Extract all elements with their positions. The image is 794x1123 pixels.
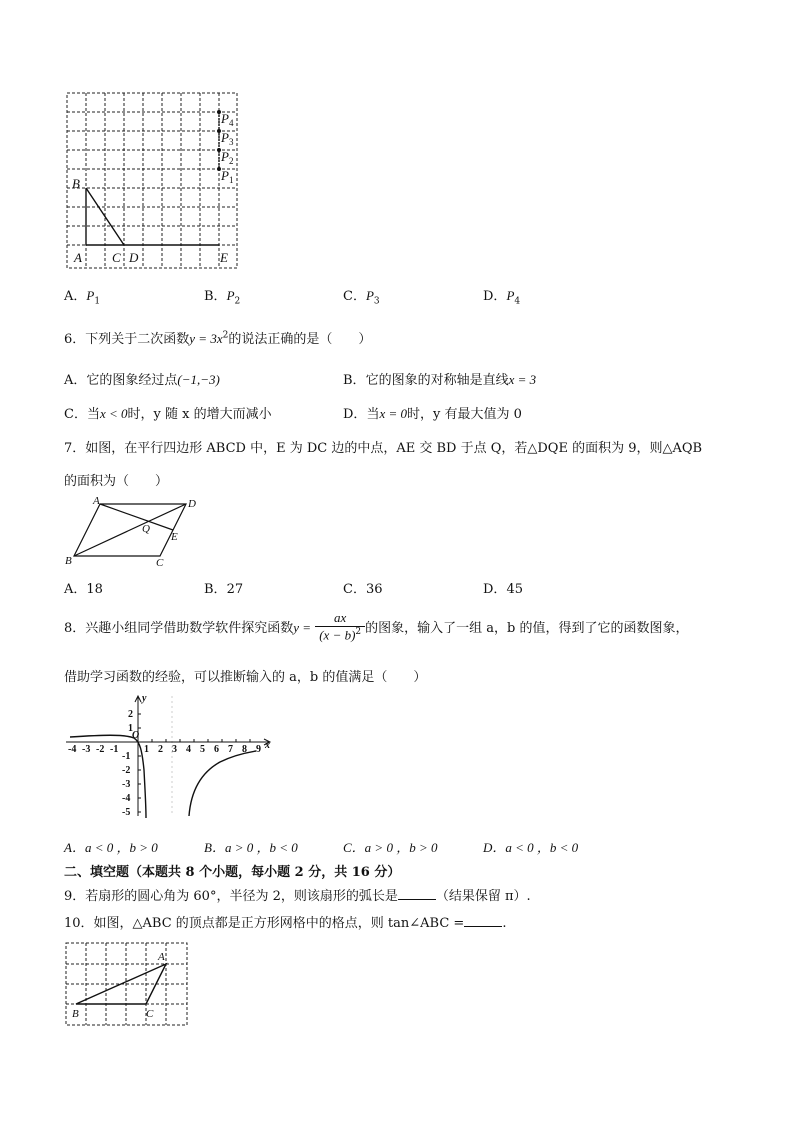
q8-stem: 8．兴趣小组同学借助数学软件探究函数y = $\frac{ax}{(x - b)^2}$ 的图象，输入了一组 a，b 的值，得到了它的函数图象，: [64, 610, 689, 643]
q5-grid: [67, 93, 237, 268]
q10-stem: 10．如图，△ABC 的顶点都是正方形网格中的格点，则 tan∠ABC = .: [64, 916, 507, 931]
label-p4: $P_4$: [221, 111, 234, 128]
label-a: A: [158, 951, 165, 963]
y-tick-label: -3: [122, 779, 131, 790]
label-c: C: [146, 1008, 154, 1020]
x-tick-label: 9: [256, 744, 261, 755]
y-tick-label: 2: [128, 709, 133, 720]
q10-answer-blank[interactable]: [464, 914, 502, 927]
x-tick-label: -3: [82, 744, 91, 755]
q7-option-a: A．18: [64, 582, 103, 597]
section-2-title: 二、填空题（本题共 8 个小题，每小题 2 分，共 16 分）: [64, 865, 401, 880]
label-d: D: [129, 250, 139, 265]
x-tick-label: -4: [68, 744, 77, 755]
q9-answer-blank[interactable]: [398, 887, 436, 900]
label-a: A: [93, 495, 100, 507]
y-tick-label: 1: [128, 723, 133, 734]
label-b: B: [72, 176, 80, 191]
q7-option-b: B．27: [204, 582, 244, 597]
y-tick-label: -2: [122, 765, 131, 776]
label-c: C: [156, 557, 164, 569]
q8-option-b: B．a > 0 ，b < 0: [204, 840, 298, 855]
q10-grid: [66, 943, 187, 1025]
q5-figure: [62, 90, 242, 270]
label-b: B: [65, 555, 72, 567]
q8-stem-line2: 借助学习函数的经验，可以推断输入的 a，b 的值满足（ ）: [64, 670, 427, 685]
origin-label: O: [132, 730, 140, 741]
x-tick-label: 6: [214, 744, 219, 755]
x-tick-label: 1: [144, 744, 149, 755]
q5-option-b: B．$P_2$: [204, 288, 241, 307]
q8-option-d: D．a < 0 ，b < 0: [483, 840, 579, 855]
x-tick-label: 4: [186, 744, 191, 755]
q7-figure: [62, 494, 212, 570]
q8-option-c: C．a > 0 ，b > 0: [343, 840, 438, 855]
q5-option-c: C．$P_3$: [343, 288, 380, 307]
q8-option-a: A．a < 0 ，b > 0: [64, 840, 158, 855]
label-e: E: [171, 531, 178, 543]
segment-bc: [86, 188, 124, 245]
q7-stem-line2: 的面积为（ ）: [64, 474, 169, 489]
q5-option-a: A．$P_1$: [64, 288, 101, 307]
label-b: B: [72, 1008, 79, 1020]
q8-graph: [62, 690, 282, 820]
q6-option-c: C．当x < 0时，y 随 x 的增大而减小: [64, 406, 272, 422]
q6-option-d: D．当x = 0时，y 有最大值为 0: [343, 406, 522, 422]
label-p3: $P_3$: [221, 130, 234, 147]
q6-option-a: A．它的图象经过点(−1,−3): [64, 372, 220, 388]
x-tick-label: -1: [110, 744, 119, 755]
tick-marks: [138, 714, 250, 812]
y-tick-label: -5: [122, 807, 131, 818]
q10-figure: [62, 940, 192, 1030]
diagonal-bd: [74, 504, 186, 556]
curve-right-branch: [189, 751, 256, 816]
x-tick-label: 2: [158, 744, 163, 755]
y-tick-label: -4: [122, 793, 131, 804]
q7-stem-line1: 7．如图，在平行四边形 ABCD 中，E 为 DC 边的中点，AE 交 BD 于点 Q，若△DQE 的面积为 9，则△AQB: [64, 441, 703, 456]
label-q: Q: [142, 523, 150, 535]
q6-stem: 6．下列关于二次函数$y = 3x^2$的说法正确的是（ ）: [64, 330, 372, 347]
label-a: A: [74, 250, 82, 265]
q6-option-b: B．它的图象的对称轴是直线x = 3: [343, 372, 537, 388]
q7-option-c: C．36: [343, 582, 383, 597]
q7-option-d: D．45: [483, 582, 523, 597]
label-c: C: [112, 250, 121, 265]
label-d: D: [188, 498, 196, 510]
x-tick-label: 5: [200, 744, 205, 755]
x-tick-label: 8: [242, 744, 247, 755]
x-tick-label: 3: [172, 744, 177, 755]
label-p2: $P_2$: [221, 149, 234, 166]
q8-fraction: $\frac{ax}{(x - b)^2}$: [315, 610, 365, 643]
x-label: x: [265, 740, 270, 751]
y-tick-label: -1: [122, 751, 131, 762]
q5-shapes: [86, 112, 219, 245]
y-label: y: [142, 693, 147, 704]
label-p1: $P_1$: [221, 168, 234, 185]
label-e: E: [220, 250, 228, 265]
q5-option-d: D．$P_4$: [483, 288, 521, 307]
x-tick-label: 7: [228, 744, 233, 755]
segment-ae: [100, 504, 173, 530]
q9-stem: 9．若扇形的圆心角为 60°，半径为 2，则该扇形的弧长是 （结果保留 π）.: [64, 889, 531, 904]
x-tick-label: -2: [96, 744, 105, 755]
